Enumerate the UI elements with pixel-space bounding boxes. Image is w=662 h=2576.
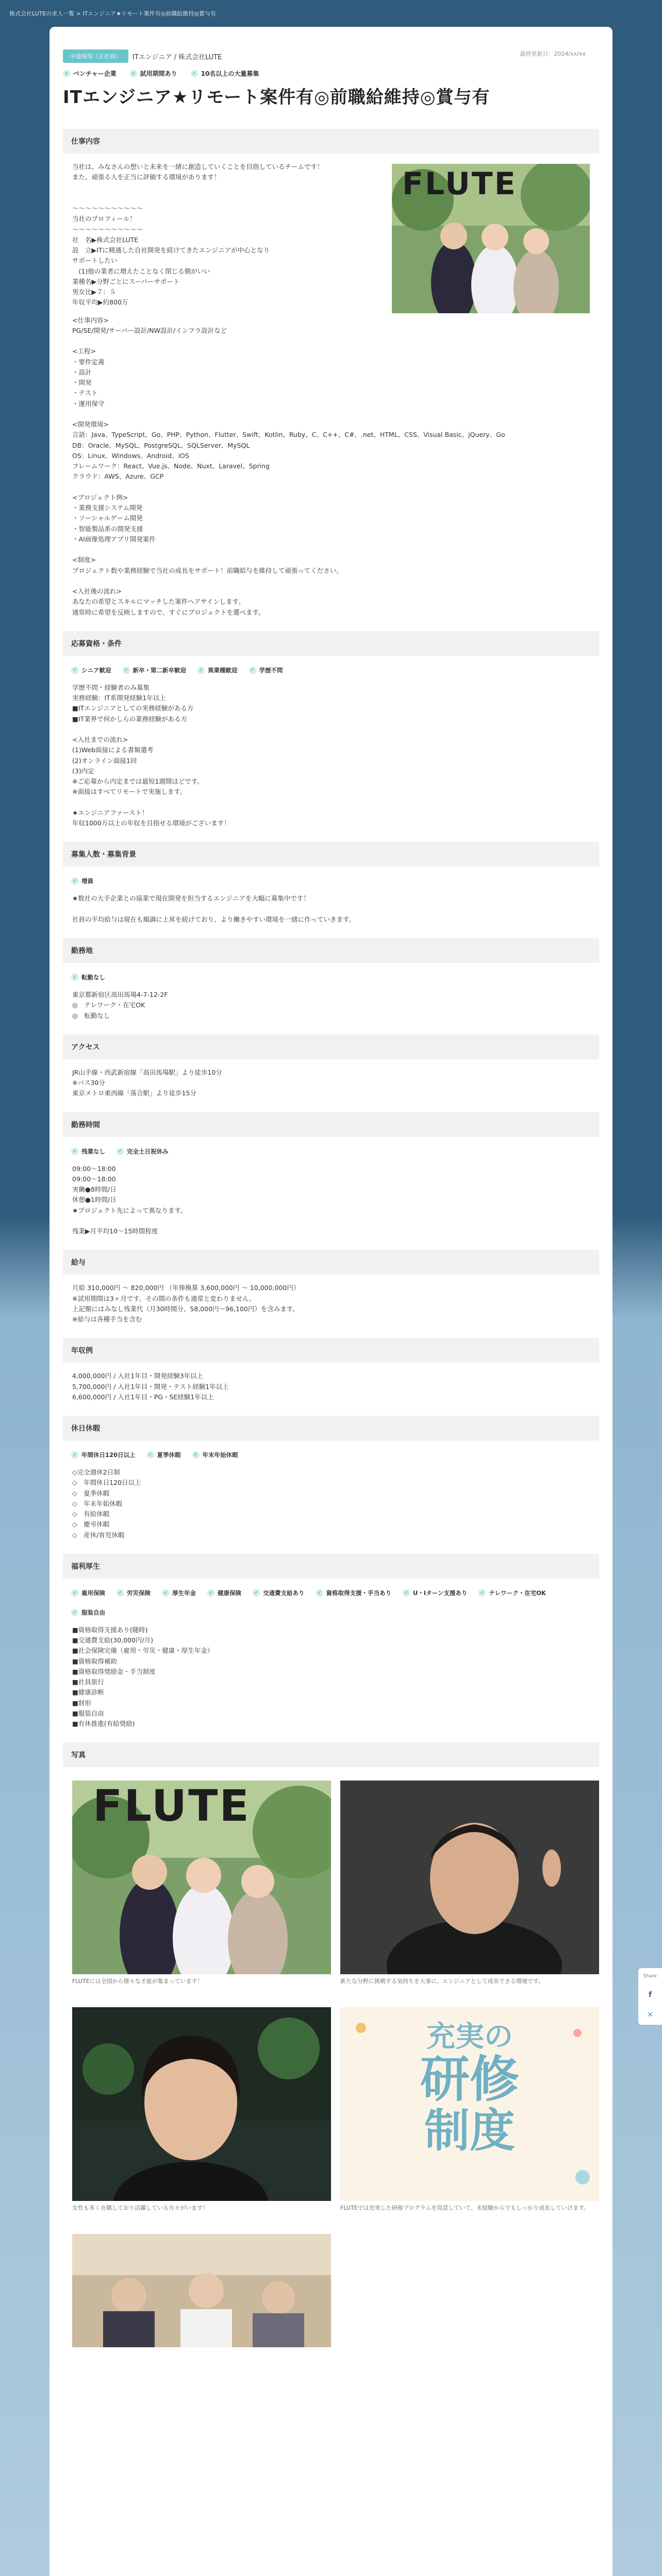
tag-item: ✓ 健康保険: [207, 1589, 241, 1597]
tag-item: ✓ 厚生年金: [162, 1589, 196, 1597]
photo-card[interactable]: [72, 2234, 331, 2347]
check-icon: ✓: [71, 1589, 78, 1597]
check-icon: ✓: [403, 1589, 410, 1597]
training-line: 制度: [424, 2104, 515, 2158]
income-text: 4,000,000円 / 入社1年目・開発経験3年以上 5,700,000円 / 入社1年目・開発・テスト経験1年以上 6,600,000円 / 入社1年目・PG・SE経験1年以上: [72, 1372, 229, 1401]
training-line: 研修: [420, 2050, 519, 2108]
job-title: ITエンジニア★リモート案件有◎前職給維持◎賞与有: [63, 87, 490, 108]
section-title-hours: 勤務時間: [63, 1112, 599, 1137]
twitter-icon[interactable]: ✕: [647, 2010, 653, 2019]
feature-item: ✓ 試用期間あり: [130, 69, 177, 78]
job-intro-text: 当社は、みなさんの想いと未来を一緒に創造していくことを目指しているチームです！ また、頑張る人を正当に評価する環境があります！ 〜〜〜〜〜〜〜〜〜〜〜 当社のプロフィール！ 〜〜〜〜〜〜〜〜〜〜〜 社 名▶株式会社LUTE 設 立▶ITに精通した自社開発を続けてきたエンジニアが中心となり サポートしたい (1)他の業者に増えたことなく閉じる側がいい 業種名▶分野ごとにスーパーサポート 男女比▶７：５ 年収平均▶約800万: [72, 163, 324, 307]
feature-item: ✓ ベンチャー企業: [63, 69, 117, 78]
company-line[interactable]: ITエンジニア / 株式会社LUTE: [133, 53, 222, 61]
job-card: [49, 27, 613, 2576]
section-title-requirements: 応募資格・条件: [63, 631, 599, 656]
tag-item: ✓ 増員: [71, 877, 93, 885]
tag-item: ✓ 資格取得支援・手当あり: [316, 1589, 392, 1597]
photo-card[interactable]: [72, 1781, 331, 1998]
feature-list: [63, 69, 599, 78]
tag-item: ✓ 交通費支給あり: [253, 1589, 305, 1597]
update-date: 最終更新日：2024/xx/xx: [520, 50, 586, 57]
photo-training[interactable]: [340, 2007, 599, 2201]
team-photo: [392, 164, 590, 313]
tag-item: ✓ 学歴不問: [249, 666, 283, 674]
photo-grid: [63, 1775, 599, 2347]
benefits-tags: [63, 1587, 599, 1625]
benefits-text: ■資格取得支援あり(随時) ■交通費支給(30,000円/月) ■社会保険完備（雇用・労災・健康・厚生年金） ■資格取得補助 ■資格取得奨励金・手当制度 ■社員旅行 ■健康診断 ■財形 ■服装自由 ■有休推進(有給奨励): [72, 1625, 214, 1727]
tag-item: ✓ 夏季休暇: [147, 1451, 181, 1459]
check-icon: ✓: [162, 1589, 169, 1597]
hours-tags: [63, 1145, 599, 1164]
feature-item: ✓ 10名以上の大量募集: [191, 69, 259, 78]
check-icon: ✓: [71, 667, 78, 674]
recruit-tags: [63, 875, 599, 893]
tag-item: ✓ 異業種歓迎: [197, 666, 238, 674]
holiday-text: ◇完全週休2日制 ◇ 年間休日120日以上 ◇ 夏季休暇 ◇ 年末年始休暇 ◇ 有給休暇 ◇ 慶弔休暇 ◇ 産休/育児休暇: [72, 1468, 141, 1539]
photo-team[interactable]: [72, 1781, 331, 1974]
photo-caption: 新たな分野に挑戦する気持ちを大事に、エンジニアとして成長できる環境です。: [340, 1978, 544, 1985]
section-title-location: 勤務地: [63, 938, 599, 963]
check-icon: ✓: [63, 70, 70, 77]
section-title-salary: 給与: [63, 1250, 599, 1275]
photo-card[interactable]: [340, 1781, 599, 1998]
location-tags: [63, 971, 599, 990]
photo-card[interactable]: [340, 2007, 599, 2225]
location-text: 東京都新宿区高田馬場4-7-12-2F ◎ テレワーク・在宅OK ◎ 転勤なし: [72, 991, 168, 1020]
photo-office[interactable]: [72, 2234, 331, 2347]
section-title-job: 仕事内容: [63, 129, 599, 154]
holiday-tags: [63, 1449, 599, 1467]
section-title-access: アクセス: [63, 1035, 599, 1059]
recruit-text: ★数社の大手企業との協業で現在開発を担当するエンジニアを大幅に募集中です！ 社員の平均給与は現在も順調に上昇を続けており、より働きやすい環境を一緒に作っていきます。: [72, 894, 356, 923]
check-icon: ✓: [192, 1451, 200, 1459]
check-icon: ✓: [191, 70, 198, 77]
check-icon: ✓: [478, 1589, 486, 1597]
check-icon: ✓: [316, 1589, 323, 1597]
check-icon: ✓: [130, 70, 137, 77]
section-title-recruit: 募集人数・募集背景: [63, 842, 599, 867]
facebook-icon[interactable]: f: [648, 1990, 652, 1999]
job-body-text: <仕事内容> PG/SE/開発/サーバー設計/NW設計/インフラ設計など <工程> ・要件定義 ・設計 ・開発 ・テスト ・運用保守 <開発環境> 言語：Java、TypeScript、Go、PHP、Python、Flutter、Swift、Kotlin、Ruby、C、C++、C#、.net、HTML、CSS、Visual Basic、jQuery、Go DB：Oracle、MySQL、PostgreSQL、SQLServer、MySQL OS：Linux、Windows、Android、iOS フレームワーク：React、Vue.js、Node、Nuxt、Laravel、Spring クラウド：AWS、Azure、GCP <プロジェクト例> ・業務支援システム開発 ・ソーシャルゲーム開発 ・智能製品系の開発支援 ・AI画像処理アプリ開発案件 <制度> プロジェクト数や業務経験で当社の成長をサポート！前職給与を維持して頑張ってください。 <入社後の流れ> あなたの希望とスキルにマッチした案件へアサインします。 通常時に希望を反映しますので、すぐにプロジェクトを選べます。: [72, 316, 505, 616]
section-title-income: 年収例: [63, 1338, 599, 1363]
check-icon: ✓: [207, 1589, 214, 1597]
tag-item: ✓ シニア歓迎: [71, 666, 111, 674]
photo-caption: FLUTEでは充実した研修プログラムを用意していて、未経験からでもしっかり成長していけます。: [340, 2205, 590, 2212]
training-line: 充実の: [426, 2020, 513, 2054]
tag-item: ✓ 転勤なし: [71, 973, 105, 981]
breadcrumb-text[interactable]: 株式会社LUTEの求人一覧 > ITエンジニア★リモート案件有◎前職給維持◎賞与有: [9, 10, 216, 17]
access-text: JR山手線・西武新宿線「高田馬場駅」より徒歩10分 ※バス30分 東京メトロ東西線「落合駅」より徒歩15分: [72, 1068, 222, 1097]
section-title-photos: 写真: [63, 1742, 599, 1767]
tag-item: ✓ 雇用保険: [71, 1589, 105, 1597]
tag-item: ✓ 完全土日祝休み: [117, 1147, 169, 1156]
job-header: [63, 49, 599, 63]
training-title: [340, 2020, 599, 2158]
tag-item: ✓ 年末年始休暇: [192, 1451, 238, 1459]
check-icon: ✓: [123, 667, 130, 674]
tag-item: ✓ U・Iターン支援あり: [403, 1589, 467, 1597]
check-icon: ✓: [71, 1609, 78, 1616]
photo-caption: FLUTEには全国から様々な才能が集まっています！: [72, 1978, 203, 1985]
photo-engineer[interactable]: [340, 1781, 599, 1974]
requirements-tags: [63, 664, 599, 683]
tag-item: ✓ 残業なし: [71, 1147, 105, 1156]
check-icon: ✓: [71, 1451, 78, 1459]
section-title-holiday: 休日休暇: [63, 1416, 599, 1440]
job-intro-row: [63, 162, 599, 315]
share-panel[interactable]: [638, 1968, 662, 2025]
tag-item: ✓ 服装自由: [71, 1608, 105, 1617]
tag-item: ✓ 労災保険: [117, 1589, 151, 1597]
check-icon: ✓: [197, 667, 205, 674]
hours-text: 09:00〜18:00 09:00〜18:00 実働●8時間/日 休憩●1時間/日 ★プロジェクト先によって異なります。 残業▶月平均10〜15時間程度: [72, 1164, 187, 1235]
requirements-text: 学歴不問・経験者のみ募集 実務経験：IT系開発経験1年以上 ■ITエンジニアとしての実務経験がある方 ■IT業界で何かしらの業務経験がある方 <入社までの流れ> (1)Web面接による書類選考 (2)オンライン面接1回 (3)内定 ※ご応募から内定までは最短1週間ほどです。 ※面接はすべてリモートで実施します。 ★エンジニアファースト！ 年収1000万以上の年収を目指せる環境がございます！: [72, 683, 230, 827]
check-icon: ✓: [71, 974, 78, 981]
check-icon: ✓: [147, 1451, 154, 1459]
check-icon: ✓: [249, 667, 256, 674]
photo-woman[interactable]: [72, 2007, 331, 2201]
share-label: Share: [643, 1974, 657, 1979]
tag-item: ✓ テレワーク・在宅OK: [478, 1589, 545, 1597]
tag-item: ✓ 新卒・第二新卒歓迎: [123, 666, 187, 674]
salary-text: 月給 310,000円 〜 820,000円 （年俸換算 3,600,000円 〜 10,000,000円） ※試用期間は3ヶ月です。その間の条件も通常と変わりません。 上記額にはみなし残業代（月30時間分、58,000円〜96,100円）を含みます。 ※給与は各種手当を含む: [72, 1284, 300, 1323]
photo-caption: 女性も多く在籍しており活躍している方々がいます！: [72, 2205, 208, 2212]
section-title-benefits: 福利厚生: [63, 1554, 599, 1579]
check-icon: ✓: [71, 1148, 78, 1155]
logo-text: FLUTE: [402, 166, 517, 202]
tag-item: ✓ 年間休日120日以上: [71, 1451, 136, 1459]
logo-text: FLUTE: [93, 1781, 251, 1832]
check-icon: ✓: [117, 1148, 124, 1155]
photo-card[interactable]: [72, 2007, 331, 2225]
check-icon: ✓: [117, 1589, 124, 1597]
check-icon: ✓: [253, 1589, 260, 1597]
check-icon: ✓: [71, 877, 78, 885]
breadcrumb[interactable]: [0, 0, 662, 27]
employment-type-badge: 中途採用（正社員）: [63, 49, 128, 63]
